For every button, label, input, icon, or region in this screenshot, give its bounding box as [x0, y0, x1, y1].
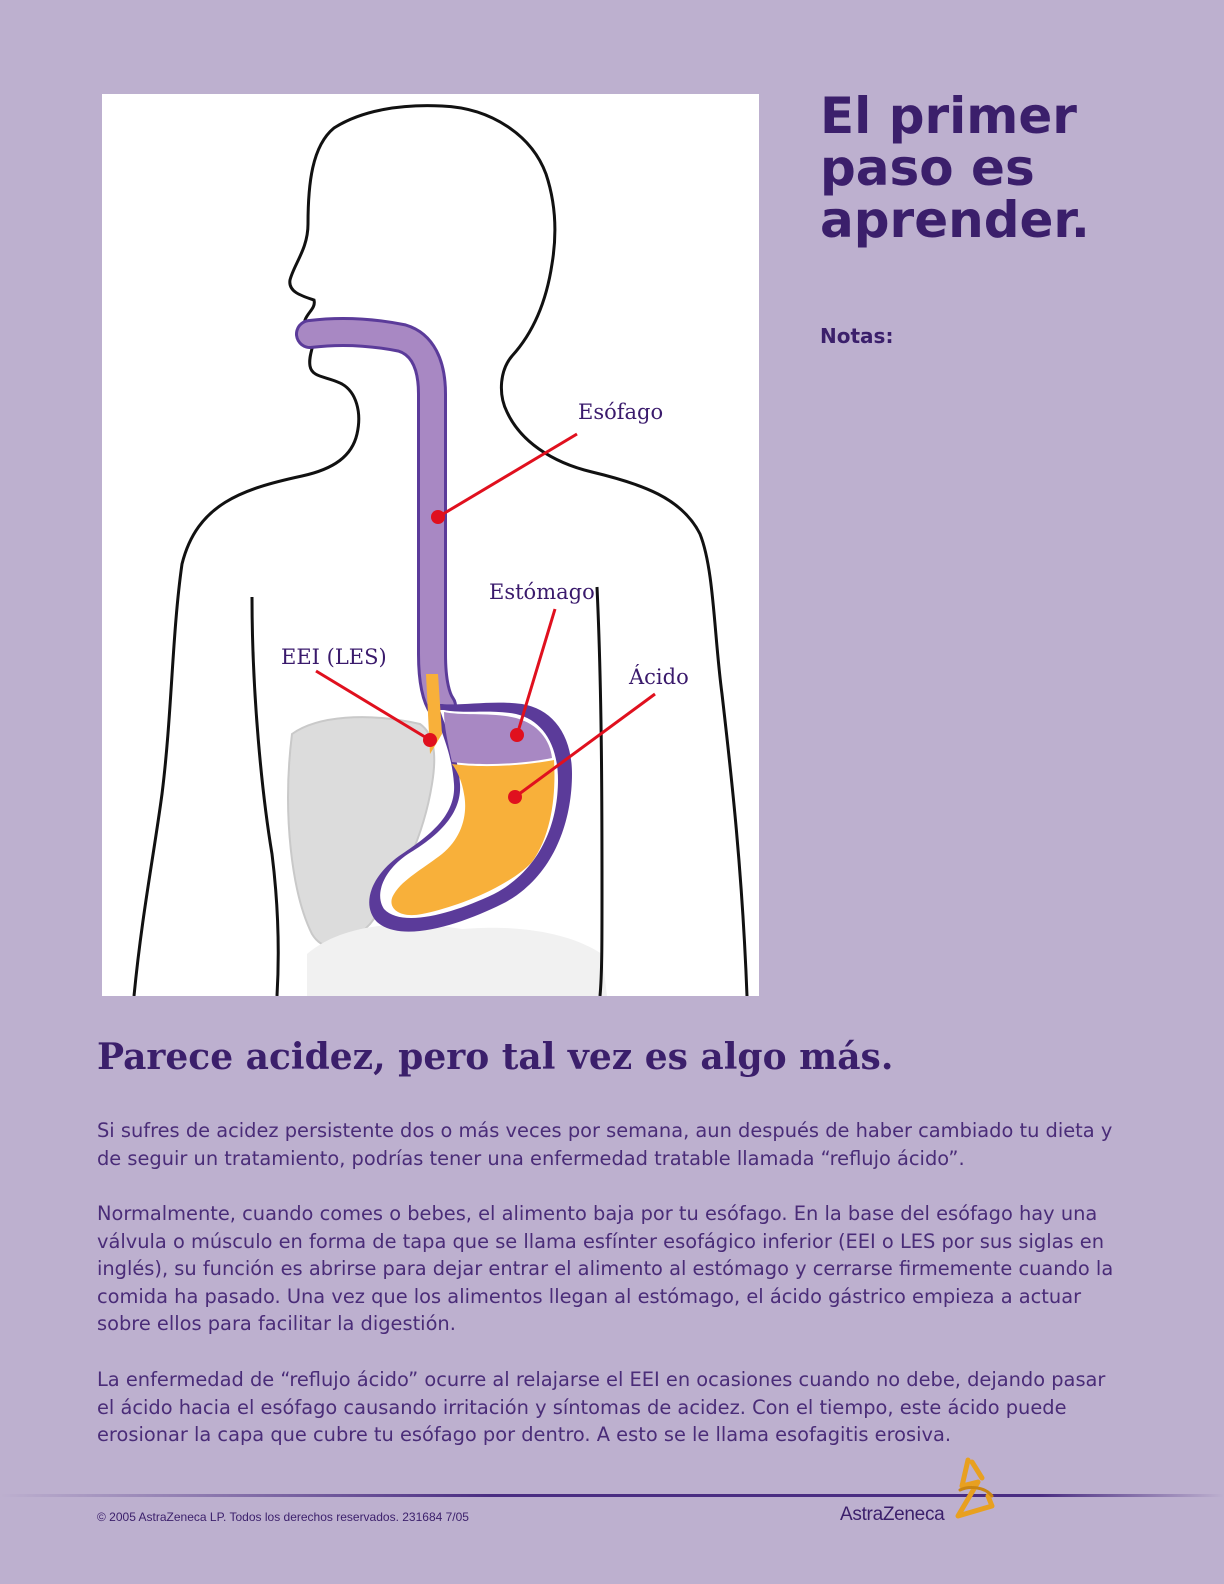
esophagus-dot: [431, 510, 445, 524]
right-arm-line: [597, 587, 602, 996]
esophagus-pointer: [438, 434, 577, 517]
footer-divider: [0, 1494, 1224, 1497]
paragraph: Normalmente, cuando comes o bebes, el alimento baja por tu esófago. En la base del esófago hay una válvula o músculo en forma de tapa que se llama esfínter esofágico inferior (EEI o LES por sus siglas en inglés), su función es abrirse para dejar entrar el alimento al estómago y cerrarse firmemente cuando la comida ha pasado. Una vez que los alimentos llegan al estómago, el ácido gástrico empieza a actuar sobre ellos para facilitar la digestión.: [97, 1202, 1114, 1335]
les-dot: [423, 733, 437, 747]
page-headline: [820, 87, 1150, 249]
stomach-dot: [510, 728, 524, 742]
headline-line: aprender.: [820, 191, 1090, 249]
anatomy-illustration: [102, 94, 759, 996]
label-stomach: Estómago: [489, 580, 595, 604]
astrazeneca-logo-icon: [948, 1456, 1004, 1528]
copyright-text: © 2005 AstraZeneca LP. Todos los derechos reservados. 231684 7/05: [97, 1510, 469, 1524]
left-arm-line: [252, 597, 278, 996]
headline-line: paso es: [820, 139, 1035, 197]
paragraph: Si sufres de acidez persistente dos o más veces por semana, aun después de haber cambiado tu dieta y de seguir un tratamiento, podrías tener una enfermedad tratable llamada “reflujo ácido”.: [97, 1119, 1113, 1170]
intestines-shape: [307, 924, 607, 996]
anatomy-drawing: [102, 94, 759, 996]
label-esophagus: Esófago: [578, 400, 664, 424]
acid-dot: [508, 790, 522, 804]
label-les: EEI (LES): [281, 645, 387, 669]
label-acid: Ácido: [629, 665, 689, 689]
brand-name: AstraZeneca: [840, 1504, 945, 1525]
headline-line: El primer: [820, 87, 1077, 145]
notes-label: Notas:: [820, 324, 894, 348]
section-title: Parece acidez, pero tal vez es algo más.: [97, 1036, 894, 1078]
paragraph: La enfermedad de “reflujo ácido” ocurre al relajarse el EEI en ocasiones cuando no debe, dejando pasar el ácido hacia el esófago causando irritación y síntomas de acidez. Con el tiempo, este ácido puede erosionar la capa que cubre tu esófago por dentro. A esto se le llama esofagitis erosiva.: [97, 1368, 1106, 1446]
